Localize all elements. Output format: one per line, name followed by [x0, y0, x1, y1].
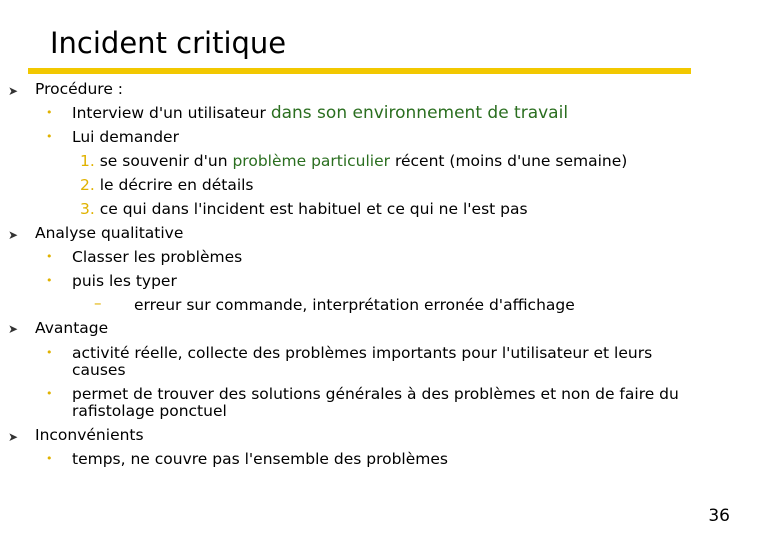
- analyse-item-classify: Classer les problèmes: [72, 248, 243, 266]
- section-label-analyse: Analyse qualitative: [35, 224, 184, 242]
- step-number: 3.: [80, 200, 95, 218]
- avantage-item-2-line2: rafistolage ponctuel: [72, 402, 227, 420]
- step-text: le décrire en détails: [99, 176, 254, 194]
- dot-bullet-icon: •: [46, 346, 53, 359]
- step-highlight: problème particulier: [232, 152, 391, 170]
- procedure-step-1: [80, 152, 627, 170]
- procedure-step-3: [80, 200, 528, 218]
- avantage-item-1-line2: causes: [72, 361, 126, 379]
- analyse-item-type: puis les typer: [72, 272, 177, 290]
- dash-bullet-icon: –: [94, 294, 102, 312]
- step-text: ce qui dans l'incident est habituel et ce qui ne l'est pas: [99, 200, 528, 218]
- dot-bullet-icon: •: [46, 106, 53, 119]
- dot-bullet-icon: •: [46, 250, 53, 263]
- procedure-item-interview-highlight: dans son environnement de travail: [270, 103, 569, 123]
- dot-bullet-icon: •: [46, 387, 53, 400]
- analyse-subitem-errors: erreur sur commande, interprétation erronée d'affichage: [134, 296, 575, 314]
- avantage-item-2-line1: permet de trouver des solutions générales à des problèmes et non de faire du: [72, 385, 679, 403]
- arrowhead-bullet-icon: ➤: [8, 430, 19, 444]
- section-label-avantage: Avantage: [35, 319, 109, 337]
- procedure-step-2: [80, 176, 254, 194]
- step-text: se souvenir d'un: [99, 152, 233, 170]
- avantage-item-1-line1: activité réelle, collecte des problèmes importants pour l'utilisateur et leurs: [72, 344, 653, 362]
- section-label-procedure: Procédure :: [35, 80, 124, 98]
- procedure-item-interview: [72, 104, 568, 122]
- page-number: 36: [708, 506, 730, 526]
- inconvenients-item-time: temps, ne couvre pas l'ensemble des problèmes: [72, 450, 448, 468]
- step-number: 1.: [80, 152, 95, 170]
- slide-title: Incident critique: [50, 26, 287, 60]
- section-label-inconvenients: Inconvénients: [35, 426, 144, 444]
- step-text-suffix: récent (moins d'une semaine): [390, 152, 628, 170]
- dot-bullet-icon: •: [46, 130, 53, 143]
- arrowhead-bullet-icon: ➤: [8, 228, 19, 242]
- procedure-item-interview-text: Interview d'un utilisateur: [72, 104, 271, 122]
- arrowhead-bullet-icon: ➤: [8, 84, 19, 98]
- procedure-item-ask: Lui demander: [72, 128, 179, 146]
- dot-bullet-icon: •: [46, 452, 53, 465]
- dot-bullet-icon: •: [46, 274, 53, 287]
- arrowhead-bullet-icon: ➤: [8, 322, 19, 336]
- step-number: 2.: [80, 176, 95, 194]
